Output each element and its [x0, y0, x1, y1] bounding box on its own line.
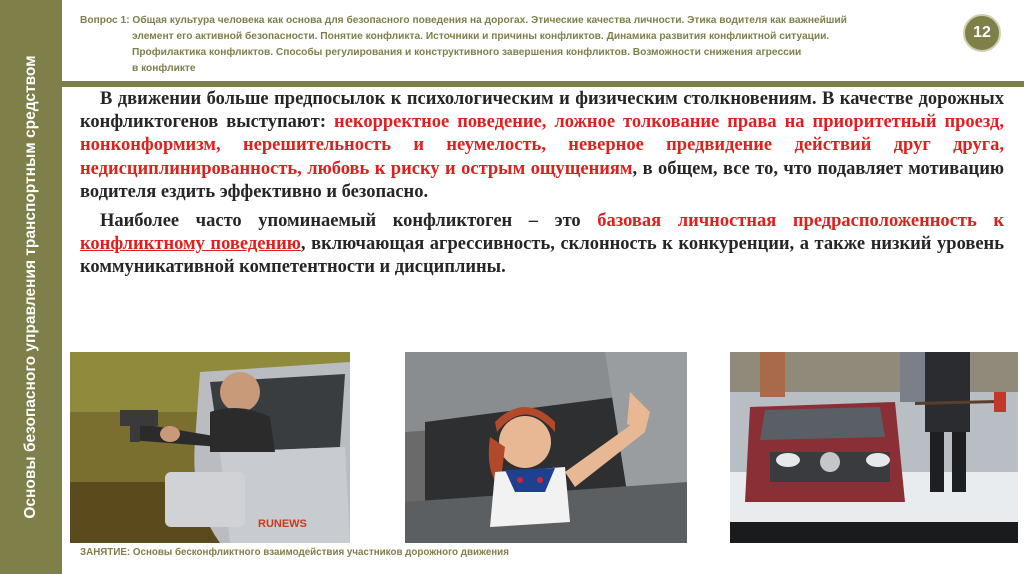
- paragraph-2-text: Наиболее часто упоминаемый конфликтоген – это: [100, 211, 598, 232]
- sidebar-title: Основы безопасного управления транспортным средством: [22, 55, 39, 519]
- photo-2-image: [405, 352, 687, 543]
- photo-1-watermark: RUNEWS: [258, 518, 307, 530]
- slide-header: [80, 13, 950, 77]
- photo-man-with-hammer: [730, 352, 1018, 543]
- header-line-1: Вопрос 1: Общая культура человека как основа для безопасного поведения на дорогах. Этические качества личности. Этика водителя как важнейший: [80, 15, 847, 26]
- header-divider: [62, 81, 1024, 87]
- paragraph-1-text-end: , в общем, все то, что подавляет мотивацию водителя ездить эффективно и безопасно.: [80, 158, 1004, 202]
- paragraph-2-text-end: , включающая агрессивность, склонность к конкуренции, а также низкий уровень коммуникативной компетентности и дисциплины.: [80, 234, 1004, 278]
- paragraph-1-text: В движении больше предпосылок к психологическим и физическим столкновениям. В качестве дорожных конфликтогенов выступают:: [80, 89, 1004, 133]
- photo-aggressive-driver-gun: [70, 352, 350, 543]
- header-line-2: элемент его активной безопасности. Понятие конфликта. Источники и причины конфликтов. Динамика развития конфликтной ситуации.: [132, 31, 830, 42]
- paragraph-1: [80, 88, 1004, 204]
- paragraph-1-highlight: некорректное поведение, ложное толкование права на приоритетный проезд, нонконформизм, нерешительность и неумелость, неверное предвидение действий друг друга, недисциплинированность, любовь к риску и острым ощущениям: [80, 112, 1004, 179]
- page-number: 12: [973, 24, 991, 41]
- paragraph-2-highlight-underlined: конфликтному поведению: [80, 234, 301, 255]
- sidebar: [0, 0, 62, 574]
- photo-1-image: [70, 352, 350, 543]
- photo-3-image: [730, 352, 1018, 543]
- main-text: [80, 88, 1004, 280]
- footer-lesson: ЗАНЯТИЕ: Основы бесконфликтного взаимодействия участников дорожного движения: [80, 547, 509, 558]
- header-line-4: в конфликте: [132, 63, 196, 74]
- header-line-3: Профилактика конфликтов. Способы регулирования и конструктивного завершения конфликтов. Возможности снижения агрессии: [132, 47, 802, 58]
- page-number-badge: [963, 14, 1001, 52]
- photo-shouting-woman-driver: [405, 352, 687, 543]
- paragraph-2-highlight: базовая личностная предрасположенность к: [597, 211, 1004, 232]
- paragraph-2: [80, 210, 1004, 280]
